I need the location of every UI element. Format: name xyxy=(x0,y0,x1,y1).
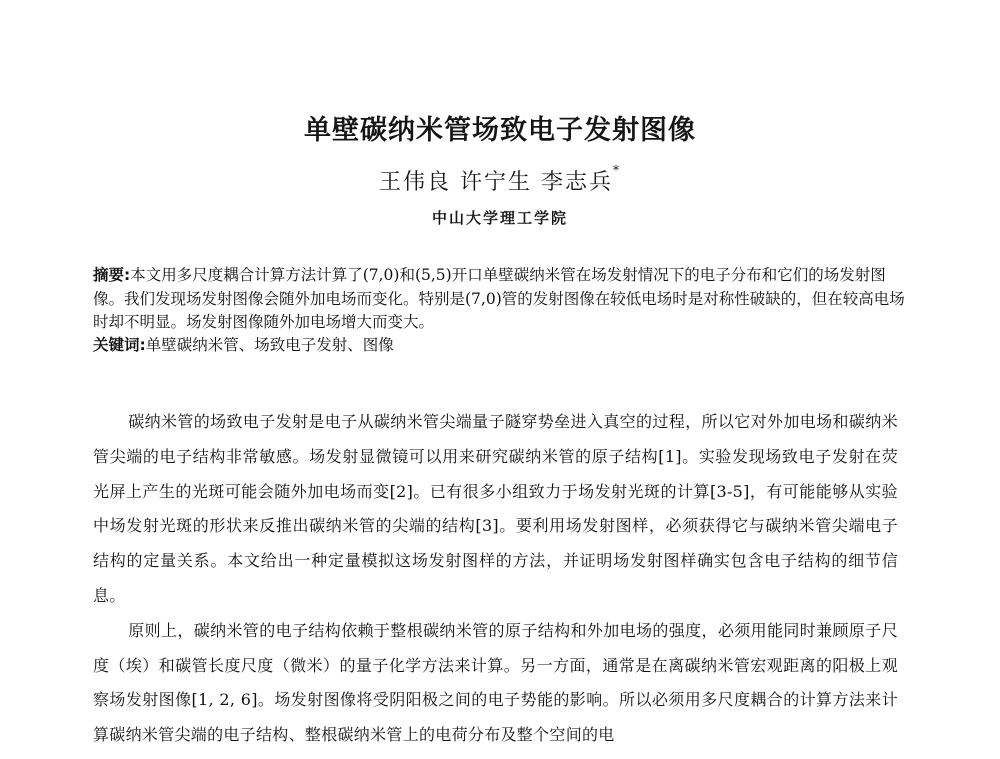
body-text xyxy=(93,405,898,753)
author-names: 王伟良 许宁生 李志兵 xyxy=(379,170,613,195)
abstract-label: 摘要: xyxy=(93,266,131,284)
paper-title: 单壁碳纳米管场致电子发射图像 xyxy=(304,115,696,146)
paragraph-1: 碳纳米管的场致电子发射是电子从碳纳米管尖端量子隧穿势垒进入真空的过程，所以它对外加电场和碳纳米管尖端的电子结构非常敏感。场发射显微镜可以用来研究碳纳米管的原子结构[1]。实验发现场致电子发射在荧光屏上产生的光斑可能会随外加电场而变[2]。已有很多小组致力于场发射光斑的计算[3-5]，有可能能够从实验中场发射光斑的形状来反推出碳纳米管的尖端的结构[3]。要利用场发射图样，必须获得它与碳纳米管尖端电子结构的定量关系。本文给出一种定量模拟这场发射图样的方法，并证明场发射图样确实包含电子结构的细节信息。 xyxy=(93,412,898,605)
abstract-text: 本文用多尺度耦合计算方法计算了(7,0)和(5,5)开口单壁碳纳米管在场发射情况下的电子分布和它们的场发射图像。我们发现场发射图像会随外加电场而变化。特别是(7,0)管的发射图像在较低电场时是对称性破缺的，但在较高电场时却不明显。场发射图像随外加电场增大而变大。 xyxy=(93,266,905,331)
abstract xyxy=(93,264,905,335)
affiliation: 中山大学理工学院 xyxy=(431,209,568,227)
authors xyxy=(0,165,1000,196)
keywords-label: 关键词: xyxy=(93,336,146,354)
keywords-text: 单壁碳纳米管、场致电子发射、图像 xyxy=(145,336,394,354)
keywords xyxy=(93,334,905,358)
corresponding-author-mark: * xyxy=(613,163,621,177)
paragraph-2: 原则上，碳纳米管的电子结构依赖于整根碳纳米管的原子结构和外加电场的强度，必须用能同时兼顾原子尺度（埃）和碳管长度尺度（微米）的量子化学方法来计算。另一方面，通常是在离碳纳米管宏观距离的阳极上观察场发射图像[1, 2, 6]。场发射图像将受阴阳极之间的电子势能的影响。所以必须用多尺度耦合的计算方法来计算碳纳米管尖端的电子结构、整根碳纳米管上的电荷分布及整个空间的电 xyxy=(93,620,898,745)
